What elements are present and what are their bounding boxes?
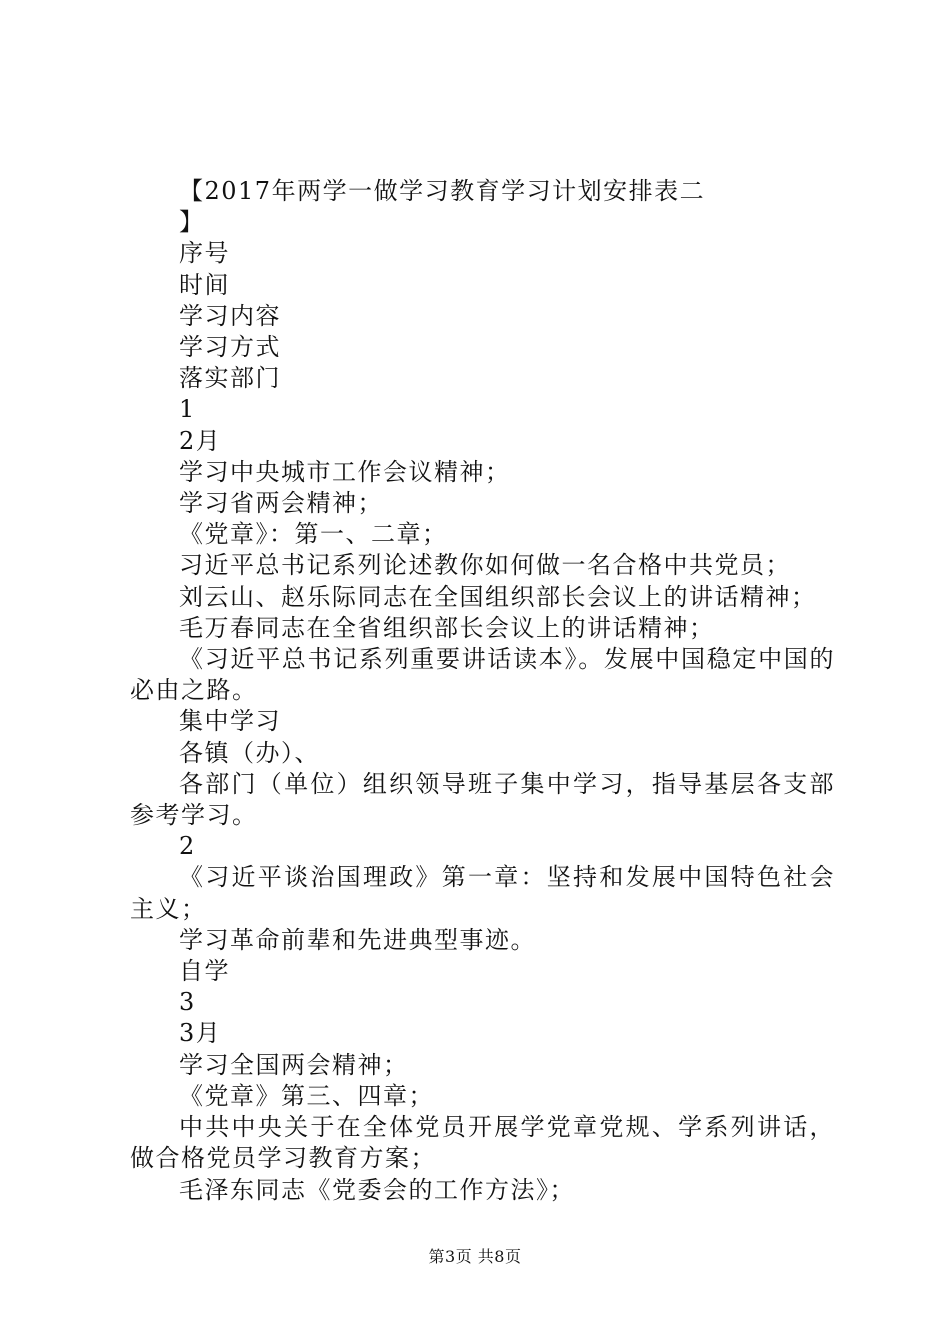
row2-index: 2 — [179, 832, 196, 861]
row1-item: 《党章》：第一、二章； — [179, 520, 448, 549]
header-content: 学习内容 — [179, 301, 281, 330]
row2-method: 自学 — [179, 957, 230, 986]
document-title: 【2017年两学一做学习教育学习计划安排表二 — [179, 177, 706, 205]
row3-item: 毛泽东同志《党委会的工作方法》； — [179, 1175, 575, 1204]
row1-department-detail: 各部门（单位）组织领导班子集中学习，指导基层各支部参考学习。 — [130, 769, 835, 830]
row3-month: 3月 — [179, 1019, 222, 1048]
header-index: 序号 — [179, 239, 230, 268]
header-time: 时间 — [179, 270, 230, 299]
row1-method: 集中学习 — [179, 707, 281, 736]
row2-item: 学习革命前辈和先进典型事迹。 — [179, 925, 536, 954]
row1-month: 2月 — [179, 426, 222, 455]
row3-index: 3 — [179, 988, 196, 1017]
row1-item: 《习近平总书记系列重要讲话读本》。发展中国稳定中国的必由之路。 — [130, 645, 835, 705]
header-department: 落实部门 — [179, 364, 281, 393]
page-number: 第3页 共8页 — [428, 1247, 522, 1266]
document-body — [130, 176, 835, 1206]
row1-department: 各镇（办）、 — [179, 738, 320, 767]
row3-item: 学习全国两会精神； — [179, 1050, 409, 1079]
document-title-bracket: 】 — [179, 208, 205, 237]
row1-item: 学习省两会精神； — [179, 489, 383, 518]
row1-item: 毛万春同志在全省组织部长会议上的讲话精神； — [179, 613, 715, 642]
header-method: 学习方式 — [179, 333, 281, 362]
row2-item: 《习近平谈治国理政》第一章：坚持和发展中国特色社会主义； — [130, 863, 835, 923]
row1-item: 习近平总书记系列论述教你如何做一名合格中共党员； — [179, 551, 791, 580]
row3-item: 中共中央关于在全体党员开展学党章党规、学系列讲话，做合格党员学习教育方案； — [130, 1113, 835, 1173]
row1-index: 1 — [179, 395, 196, 424]
row1-item: 学习中央城市工作会议精神； — [179, 457, 511, 486]
row3-item: 《党章》第三、四章； — [179, 1081, 434, 1110]
row1-item: 刘云山、赵乐际同志在全国组织部长会议上的讲话精神； — [179, 582, 817, 611]
